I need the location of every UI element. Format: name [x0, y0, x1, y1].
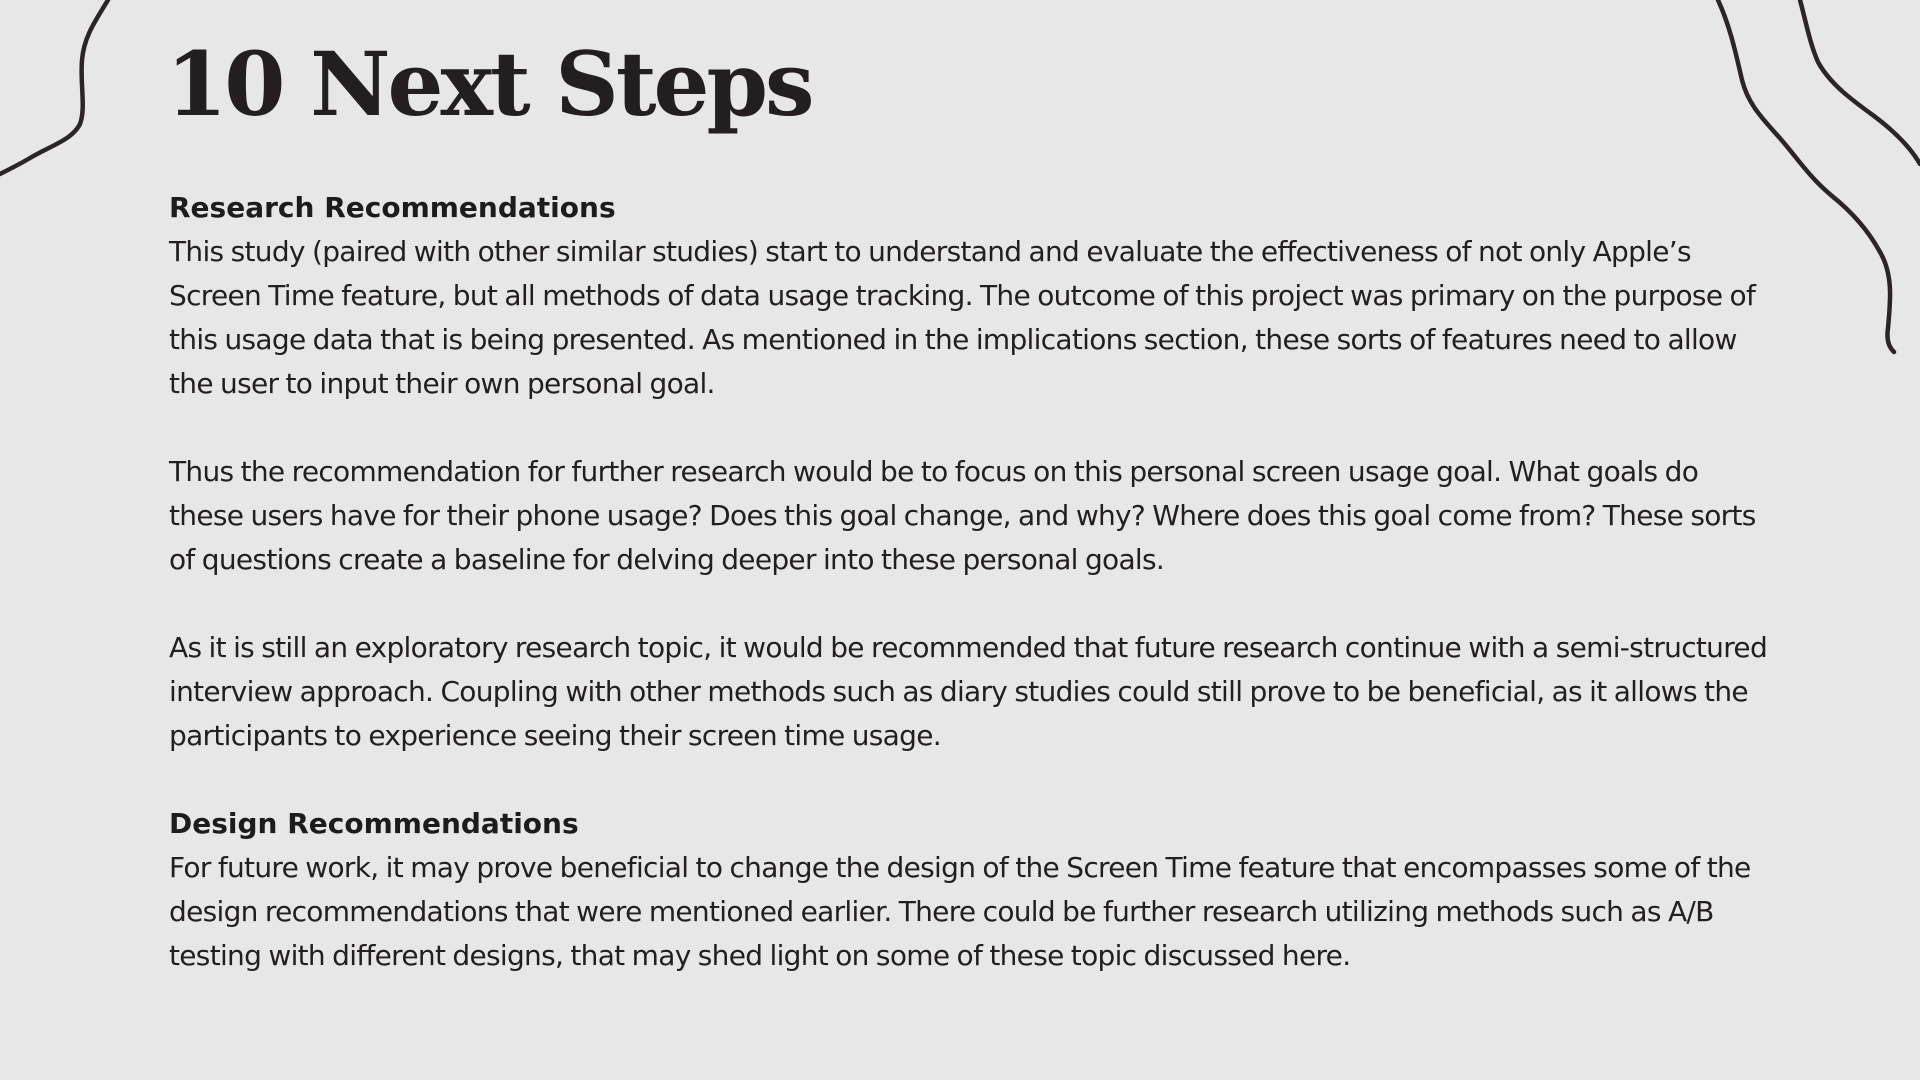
- paragraph-spacer: [169, 582, 1769, 626]
- slide-content: [169, 186, 1769, 978]
- paragraph-spacer: [169, 406, 1769, 450]
- research-paragraph-2: Thus the recommendation for further research would be to focus on this personal screen usage goal. What goals do these users have for their phone usage? Does this goal change, and why? Where does this goal come from? These sorts of questions create a baseline for delving deeper into these personal goals.: [169, 455, 1756, 576]
- design-recommendations-heading: Design Recommendations: [169, 807, 579, 840]
- paragraph-spacer: [169, 758, 1769, 802]
- slide-title: 10 Next Steps: [166, 32, 812, 136]
- research-paragraph-1: This study (paired with other similar studies) start to understand and evaluate the effectiveness of not only Apple’s Screen Time feature, but all methods of data usage tracking. The outcome of this project was primary on the purpose of this usage data that is being presented. As mentioned in the implications section, these sorts of features need to allow the user to input their own personal goal.: [169, 235, 1756, 400]
- top-left-squiggle: [0, 0, 108, 174]
- research-paragraph-3: As it is still an exploratory research topic, it would be recommended that future research continue with a semi-structured interview approach. Coupling with other methods such as diary studies could still prove to be beneficial, as it allows the participants to experience seeing their screen time usage.: [169, 631, 1768, 752]
- design-paragraph-1: For future work, it may prove beneficial to change the design of the Screen Time feature that encompasses some of the design recommendations that were mentioned earlier. There could be further research utilizing methods such as A/B testing with different designs, that may shed light on some of these topic discussed here.: [169, 851, 1751, 972]
- research-recommendations-heading: Research Recommendations: [169, 191, 616, 224]
- top-right-squiggle-outer: [1800, 0, 1920, 164]
